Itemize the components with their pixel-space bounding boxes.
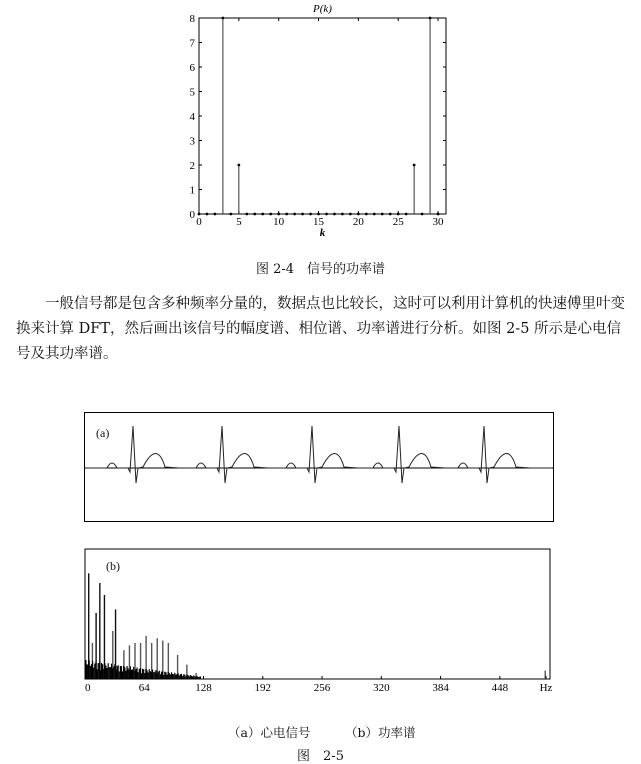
svg-text:30: 30 [432, 216, 444, 228]
svg-text:2: 2 [189, 160, 195, 172]
svg-text:P(k): P(k) [313, 3, 332, 15]
svg-text:1: 1 [189, 184, 195, 197]
svg-text:4: 4 [189, 111, 195, 123]
sub-caption-a: （a）心电信号 [228, 725, 311, 740]
svg-text:Hz: Hz [539, 682, 553, 694]
power-spectrum-stem-chart [180, 0, 460, 245]
svg-text:384: 384 [432, 682, 449, 694]
panel-a-label: (a) [96, 426, 110, 440]
svg-text:7: 7 [189, 37, 195, 50]
svg-text:10: 10 [273, 216, 285, 228]
svg-text:128: 128 [195, 682, 212, 694]
svg-text:15: 15 [313, 216, 325, 228]
svg-text:256: 256 [313, 682, 331, 694]
figure-2-5-panel-a [84, 412, 554, 522]
panel-b-label: (b) [106, 559, 120, 573]
svg-text:20: 20 [352, 216, 364, 228]
svg-text:192: 192 [254, 682, 272, 694]
svg-text:64: 64 [138, 682, 150, 694]
svg-text:k: k [319, 227, 326, 239]
svg-text:5: 5 [189, 86, 195, 99]
svg-text:6: 6 [189, 62, 195, 74]
svg-text:0: 0 [189, 209, 195, 221]
svg-text:3: 3 [189, 135, 195, 148]
svg-text:8: 8 [189, 13, 195, 25]
paragraph-text: 一般信号都是包含多种频率分量的，数据点也比较长，这时可以利用计算机的快速傅里叶变换来计算 DFT，然后画出该信号的幅度谱、相位谱、功率谱进行分析。如图 2-5 所示是心电信号及其功率谱。 [16, 296, 625, 362]
body-paragraph [16, 292, 628, 367]
svg-text:0: 0 [196, 216, 202, 228]
svg-text:320: 320 [373, 682, 390, 694]
svg-text:5: 5 [236, 216, 242, 228]
svg-text:0: 0 [85, 682, 91, 694]
svg-text:25: 25 [392, 216, 404, 228]
figure-2-5-panel-b [80, 547, 560, 697]
figure-2-5-caption: 图 2-5 [297, 749, 344, 764]
svg-text:448: 448 [491, 682, 509, 694]
ecg-signal-chart [84, 412, 554, 522]
figure-2-4-caption: 图 2-4 信号的功率谱 [255, 262, 386, 277]
figure-2-4 [180, 0, 460, 245]
ecg-power-spectrum-chart [80, 547, 560, 697]
sub-caption-b: （b）功率谱 [345, 725, 416, 740]
